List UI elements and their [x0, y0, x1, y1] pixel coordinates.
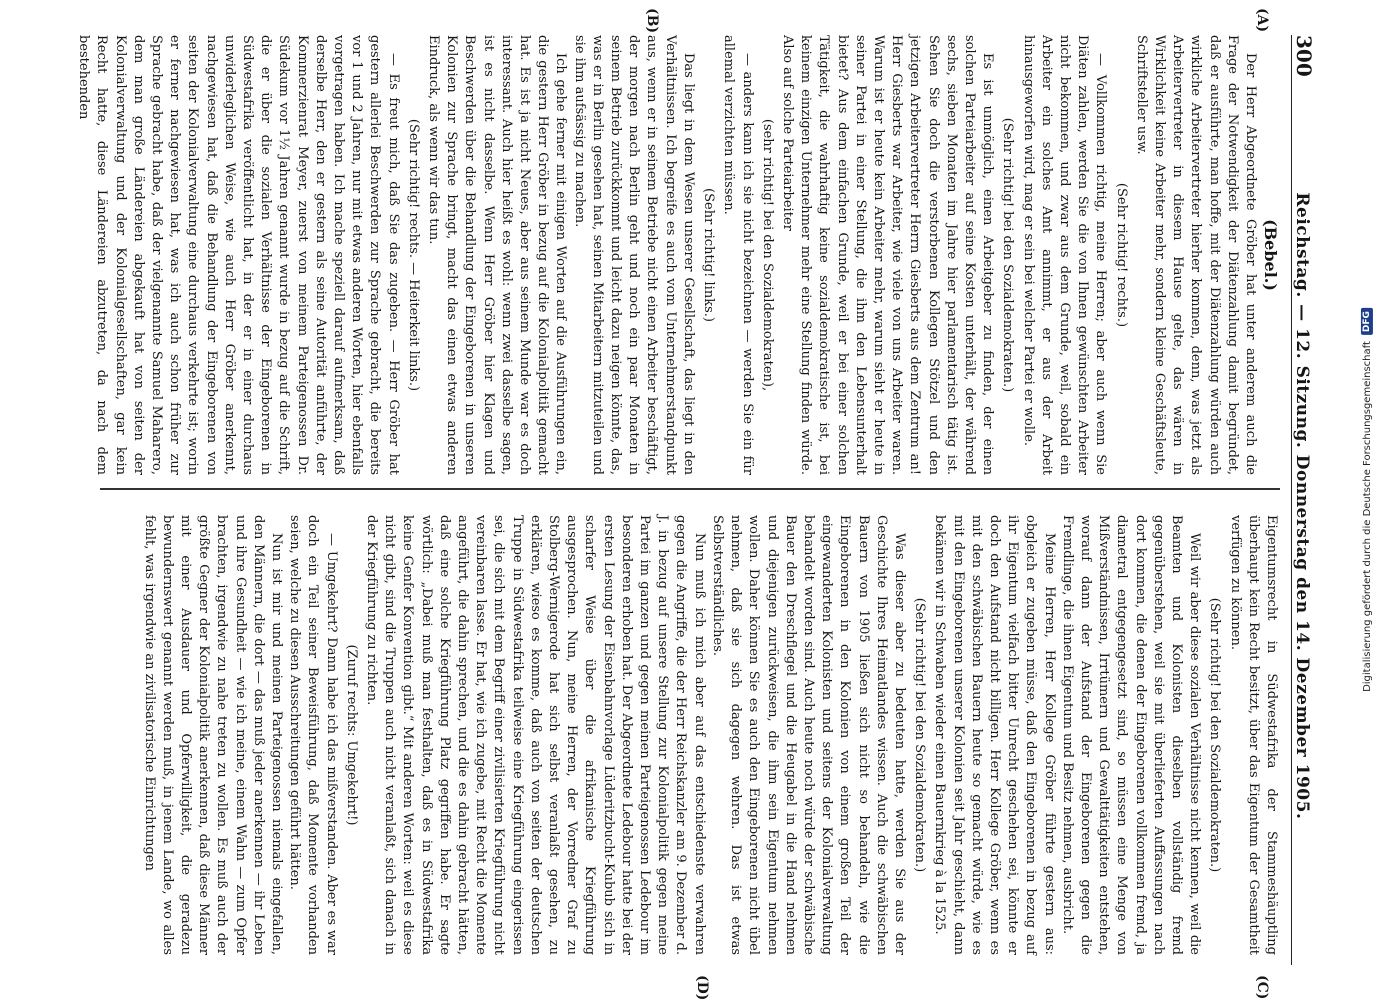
interjection: (Sehr richtig! links.)	[701, 188, 717, 322]
paragraph: Ich gehe ferner mit einigen Worten auf die Ausführungen ein, die gestern Herr Gröber in bezug auf die Kolonialpolitik gemacht hat. Es ist ja nicht Neues, aber aus seinem Munde war es doch interessant. Auch hier heißt es wohl: wenn zwei dasselbe sagen, ist es nicht dasselbe. Wenn Herr Gröber hier Klagen und Beschwerden über die Behandlung der Eingeborenen in unseren Kolonien zur Sprache bringt, macht das einen etwas anderen Eindruck, als wenn wir das tun.	[426, 35, 569, 475]
margin-marker-b: (B)	[644, 8, 660, 34]
paragraph: Was dieser aber zu bedeuten hatte, werden Sie aus der Geschichte Ihres Heimatlandes wissen. Auch die schwäbischen Bauern von 1905 ließen sich nicht so behandeln, wie die Eingeborenen in den Kolonien von einem großen Teil der eingewanderten Kolonisten und seitens der Kolonialverwaltung behandelt worden sind. Auch heute noch würde der schwäbische Bauer den Dreschflegel und die Heugabel in die Hand nehmen und diejenigen zurückweisen, die ihm sein Eigentum nehmen wollen. Daher können Sie es auch den Eingeborenen nicht übel nehmen, daß sie sich dagegen wehren. Das ist etwas Selbstverständliches.	[709, 515, 907, 955]
paragraph: Das liegt in dem Wesen unserer Gesellschaft, das liegt in den Verhältnissen. Ich begreife es auch vom Unternehmerstandpunkt aus, wenn er in seinem Betriebe nicht einen Arbeiter beschäftigt, der morgen nach Berlin geht und noch ein paar Monaten in seinem Betrieb zurückkommt und leicht dazu neigen könnte, das, was er in Berlin gesehen hat, seinen Mitarbeitern mitzuteilen und sie ihm aufsässig zu machen.	[571, 35, 696, 475]
right-column	[90, 515, 1280, 955]
interjection: (Sehr richtig! bei den Sozialdemokraten.)	[1000, 117, 1016, 393]
interjection: (sehr richtig! bei den Sozialdemokraten),	[759, 118, 775, 392]
interjection: (Zuruf rechts: Umgekehrt!)	[343, 644, 359, 826]
interjection: (Sehr richtig! rechts. — Heiterkeit links.)	[405, 118, 421, 392]
document-page	[60, 0, 1350, 1000]
paragraph: Nun muß ich mich aber auf das entschiedenste verwahren gegen die Angriffe, die der Herr Reichskanzler am 9. Dezember d. J. in bezug auf unsere Stellung zur Kolonialpolitik gegen meine Partei im ganzen und gegen meinen Parteigenossen Ledebour im besonderen erhoben hat. Der Abgeordnete Ledebour hatte bei der ersten Lesung der Eisenbahnvorlage Lüderitzbucht-Kubub sich in scharfer Weise über die afrikanische Kriegführung ausgesprochen. Nun, meine Herren, der Vorredner Graf zu Stolberg-Wernigerode hat sich selbst veranlaßt gesehen, zu erklären, wieso es komme, daß auch von seiten der deutschen Truppe in Südwestafrika teilweise eine Kriegführung eingerissen sei, die sich mit dem Begriff einer zivilisierten Kriegführung nicht vereinbaren lasse. Er hat, wie ich zugebe, mit Recht die Momente angeführt, die dahin sprechen, und die es dahin gebracht hätten, daß eine solche Kriegführung Platz gegriffen habe. Er sagte wörtlich: „Dabei muß man festhalten, daß es in Südwestafrika keine Genfer Konvention gibt.“ Mit anderen Worten: weil es diese nicht gibt, sind die Truppen auch nicht veranlaßt, sich danach in der Kriegführung zu richten.	[364, 515, 707, 955]
paragraph: Eigentumsrecht in Südwestafrika der Stammeshäuptling überhaupt kein Recht besitzt, über das Eigentum der Gesamtheit verfügen zu können.	[1227, 515, 1279, 955]
dfg-logo: DFG	[1361, 308, 1373, 335]
paragraph: Es ist unmöglich, einen Arbeitgeber zu finden, der einen solchen Parteiarbeiter auf seine Kosten unterhält, der während sechs, sieben Monaten im Jahre hier parlamentarisch tätig ist. Sehen Sie doch die verstorbenen Kollegen Stötzel und den jetzigen Arbeitervertreter Herrn Giesberts aus dem Zentrum an! Herr Giesberts war Arbeiter, wie viele von uns Arbeiter waren. Warum ist er heute kein Arbeiter mehr, warum sieht er heute in seiner Partei in einer Stellung, die ihm den Lebensunterhalt bietet? Aus dem einfachen Grunde, weil er bei einer solchen Tätigkeit, die wahrhaftig keine sozialdemokratische ist, bei keinem einzigen Unternehmer mehr eine Stellung finden würde. Also auf solche Parteiarbeiter	[779, 35, 996, 475]
paragraph: Der Herr Abgeordnete Gröber hat unter anderem auch die Frage der Notwendigkeit der Diätenzahlung damit begründet, daß er ausführte, man hoffe, mit der Diätenzahlung würden auch wirkliche Arbeitervertreter hierher kommen, denn, was jetzt als Arbeitervertreter in diesem Hause gelte, das wären in Wirklichkeit keine Arbeiter mehr, sondern kleine Geschäftsleute, Schriftsteller usw.	[1133, 35, 1258, 475]
interjection: (Sehr richtig! rechts.)	[1113, 182, 1129, 328]
paragraph: — Umgekehrt? Dann habe ich das mißverstanden. Aber es war doch ein Teil seiner Beweisführung, daß Momente vorhanden seien, welche zu diesen Ausschreitungen geführt hätten.	[287, 515, 339, 955]
credit-text: Digitalisierung gefördert durch die Deutsche Forschungsgemeinschaft	[1361, 341, 1373, 692]
margin-marker-a: (A)	[1254, 8, 1270, 33]
column-divider	[100, 488, 1280, 490]
page-header	[1291, 35, 1322, 965]
digitization-credit	[1352, 0, 1382, 1000]
margin-marker-d: (D)	[694, 975, 710, 1000]
interjection: (Sehr richtig! bei den Sozialdemokraten.)	[1207, 597, 1223, 873]
paragraph: Nun ist mir und meinen Parteigenossen niemals eingefallen, den Männern, die dort — das muß jeder anerkennen — ihr Leben und ihre Gesundheit — wie ich meine, einem Wahn — zum Opfer brachten, irgendwie zu nahe treten zu wollen. Es muß auch der größte Gegner der Kolonialpolitik anerkennen, daß diese Männer mit einer Ausdauer und Opferwilligkeit, die geradezu bewundernswert genannt werden muß, in jenem Lande, wo alles fehlt, was irgendwie an zivilisatorische Einrichtungen	[141, 515, 285, 955]
page-title: Reichstag. — 12. Sitzung. Donnerstag den 14. Dezember 1905.	[1292, 192, 1312, 820]
interjection: (Sehr richtig! bei den Sozialdemokraten.)	[912, 597, 928, 873]
speaker-name: (Bebel.)	[1261, 219, 1280, 291]
paragraph: Meine Herren, Herr Kollege Gröber führte gestern aus: obgleich er zugeben müsse, daß den Eingeborenen in bezug auf ihr Eigentum vielfach bitter Unrecht geschehen sei, könnte er doch den Aufstand nicht billigen. Herr Kollege Gröber, wenn es mit den schwäbischen Bauern heute so gemacht würde, wie es mit den Eingeborenen unserer Kolonien seit Jahr geschieht, dann bekämen wir in Schwaben wieder einen Bauernkrieg à la 1525.	[932, 515, 1057, 955]
paragraph: — Es freut mich, daß Sie das zugeben. — Herr Gröber hat gestern allerlei Beschwerden zur Sprache gebracht, die bereits vor 1 und 2 Jahren, nur mit etwas anderen Worten, hier ebenfalls vorgetragen haben. Ich mache speziell darauf aufmerksam, daß derselbe Herr, den er gestern als seine Autorität anführte, der Kommerzienrat Meyer, zuerst von meinem Parteigenossen Dr. Südekum vor 1½ Jahren genannt wurde in bezug auf die Schrift, die er über die sozialen Verhältnisse der Eingeborenen in Südwestafrika veröffentlicht hat, in der er in einer durchaus unwiderleglichen Weise, wie auch Herr Gröber anerkennt, nachgewiesen hat, daß die Behandlung der Eingeborenen von seiten der Kolonialverwaltung eine durchaus verkehrte ist; worin er ferner nachgewiesen hat, was ich auch schon früher zur Sprache gebracht habe, daß der vielgenannte Samuel Maharero, dem man große Ländereien abgekauft hat von seiten der Kolonialverwaltung und der Kolonialgesellschaften, gar kein Recht hatte, diese Ländereien abzutreten, da nach dem bestehenden	[76, 35, 401, 475]
left-column	[76, 35, 1280, 475]
paragraph: — anders kann ich sie nicht bezeichnen — werden Sie ein für allemal verzichten müssen.	[721, 35, 755, 475]
paragraph: — Vollkommen richtig, meine Herren; aber auch wenn Sie Diäten zahlen, werden Sie die von Ihnen gewünschten Arbeiter nicht bekommen, und zwar aus dem Grunde, weil, sobald ein Arbeiter ein solches Amt annimmt, er aus der Arbeit hinausgeworfen wird, mag er sein bei welcher Partei er wolle.	[1020, 35, 1109, 475]
paragraph: Weil wir aber diese sozialen Verhältnisse nicht kennen, weil die Beamten und Kolonisten dieselben vollständig fremd gegenüberstehen, weil sie mit überlieferten Auffassungen nach dort kommen, die denen der Eingeborenen vollkommen fremd, ja diametral entgegengesetzt sind, so müssen eine Menge von Mißverständnissen, Irrtümern und Gewalttätigkeiten entstehen, worauf dann der Aufstand der Eingeborenen gegen die Fremdlinge, die ihnen Eigentum und Besitz nehmen, ausbricht.	[1059, 515, 1203, 955]
margin-marker-c: (C)	[1254, 975, 1270, 1000]
page-number: 300	[1292, 35, 1316, 77]
